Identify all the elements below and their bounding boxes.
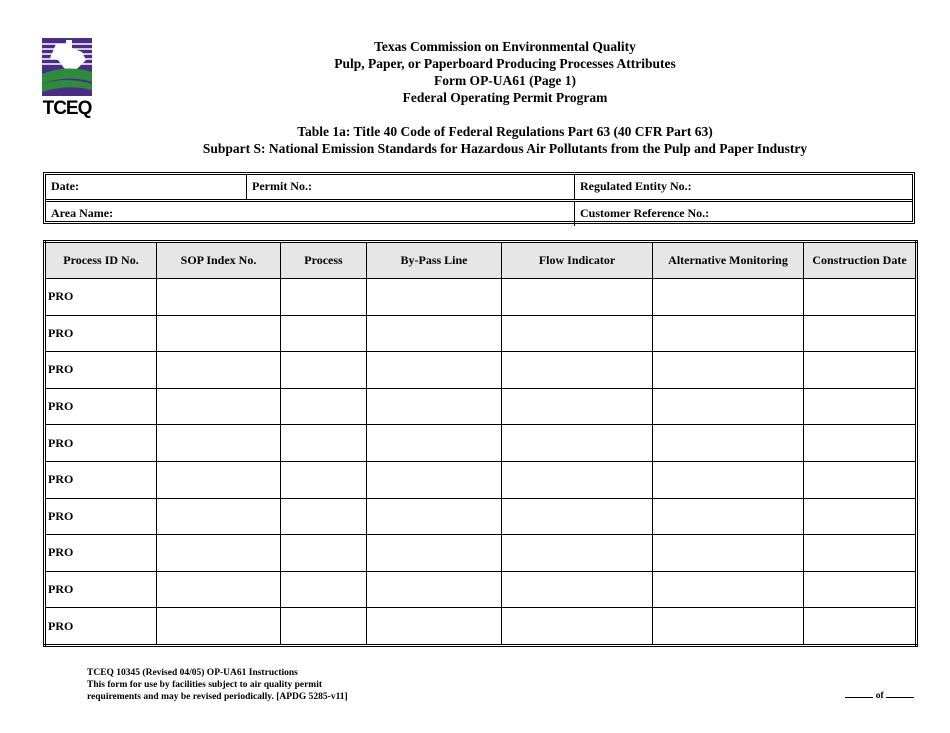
table-cell[interactable] bbox=[281, 498, 367, 535]
table-cell[interactable] bbox=[804, 535, 917, 572]
col-process-id: Process ID No. bbox=[45, 242, 157, 279]
table-cell[interactable] bbox=[367, 352, 502, 389]
footer-line-2: This form for use by facilities subject to air quality permit bbox=[87, 680, 323, 690]
table-cell[interactable] bbox=[157, 608, 281, 646]
table-cell[interactable] bbox=[502, 608, 653, 646]
logo-text: TCEQ bbox=[42, 98, 92, 119]
table-cell[interactable] bbox=[804, 608, 917, 646]
footer-line-1: TCEQ 10345 (Revised 04/05) OP-UA61 Instructions bbox=[87, 668, 298, 678]
table-cell[interactable] bbox=[157, 279, 281, 316]
customer-reference-label: Customer Reference No.: bbox=[580, 206, 710, 220]
table-cell[interactable] bbox=[367, 608, 502, 646]
process-id-cell[interactable]: PRO bbox=[45, 461, 157, 498]
table-row bbox=[45, 388, 917, 425]
process-id-cell[interactable]: PRO bbox=[45, 608, 157, 646]
header-form-title: Pulp, Paper, or Paperboard Producing Processes Attributes bbox=[334, 56, 676, 71]
table-cell[interactable] bbox=[281, 388, 367, 425]
table-cell[interactable] bbox=[502, 535, 653, 572]
table-row bbox=[45, 535, 917, 572]
table-cell[interactable] bbox=[502, 352, 653, 389]
table-cell[interactable] bbox=[502, 279, 653, 316]
table-row bbox=[45, 315, 917, 352]
table-cell[interactable] bbox=[157, 425, 281, 462]
form-header bbox=[200, 38, 810, 106]
table-cell[interactable] bbox=[653, 315, 804, 352]
table-cell[interactable] bbox=[804, 425, 917, 462]
table-cell[interactable] bbox=[367, 425, 502, 462]
date-field[interactable] bbox=[46, 175, 246, 199]
page-total-blank[interactable] bbox=[886, 689, 914, 698]
table-row bbox=[45, 571, 917, 608]
col-construction-date: Construction Date bbox=[804, 242, 917, 279]
table-cell[interactable] bbox=[281, 571, 367, 608]
table-title-line1: Table 1a: Title 40 Code of Federal Regulations Part 63 (40 CFR Part 63) bbox=[297, 124, 713, 139]
table-cell[interactable] bbox=[281, 608, 367, 646]
process-id-cell[interactable]: PRO bbox=[45, 498, 157, 535]
table-cell[interactable] bbox=[804, 315, 917, 352]
table-cell[interactable] bbox=[804, 461, 917, 498]
table-cell[interactable] bbox=[281, 279, 367, 316]
table-cell[interactable] bbox=[157, 571, 281, 608]
table-cell[interactable] bbox=[502, 388, 653, 425]
permit-no-label: Permit No.: bbox=[252, 179, 312, 193]
footer-line-3: requirements and may be revised periodically. [APDG 5285-v11] bbox=[87, 692, 348, 702]
table-row bbox=[45, 498, 917, 535]
table-cell[interactable] bbox=[367, 535, 502, 572]
table-cell[interactable] bbox=[157, 388, 281, 425]
table-cell[interactable] bbox=[804, 279, 917, 316]
customer-reference-field[interactable] bbox=[574, 202, 912, 226]
table-cell[interactable] bbox=[281, 425, 367, 462]
table-cell[interactable] bbox=[281, 352, 367, 389]
process-id-cell[interactable]: PRO bbox=[45, 315, 157, 352]
area-name-field[interactable] bbox=[46, 202, 574, 226]
regulated-entity-field[interactable] bbox=[574, 175, 912, 199]
table-cell[interactable] bbox=[804, 571, 917, 608]
table-cell[interactable] bbox=[653, 352, 804, 389]
table-title bbox=[60, 123, 950, 157]
page-current-blank[interactable] bbox=[845, 689, 873, 698]
table-cell[interactable] bbox=[367, 388, 502, 425]
process-id-cell[interactable]: PRO bbox=[45, 571, 157, 608]
table-cell[interactable] bbox=[502, 315, 653, 352]
date-label: Date: bbox=[51, 179, 79, 193]
table-cell[interactable] bbox=[367, 279, 502, 316]
header-program: Federal Operating Permit Program bbox=[402, 90, 608, 105]
area-name-label: Area Name: bbox=[51, 206, 114, 220]
table-row bbox=[45, 279, 917, 316]
table-row bbox=[45, 608, 917, 646]
process-id-cell[interactable]: PRO bbox=[45, 535, 157, 572]
table-cell[interactable] bbox=[281, 461, 367, 498]
process-id-cell[interactable]: PRO bbox=[45, 352, 157, 389]
col-bypass-line: By-Pass Line bbox=[367, 242, 502, 279]
page-number bbox=[845, 689, 914, 701]
table-cell[interactable] bbox=[653, 498, 804, 535]
process-id-cell[interactable]: PRO bbox=[45, 279, 157, 316]
table-cell[interactable] bbox=[804, 388, 917, 425]
table-row bbox=[45, 461, 917, 498]
page-of-label: of bbox=[875, 691, 884, 701]
table-cell[interactable] bbox=[281, 315, 367, 352]
table-cell[interactable] bbox=[653, 571, 804, 608]
process-id-cell[interactable]: PRO bbox=[45, 425, 157, 462]
table-cell[interactable] bbox=[653, 535, 804, 572]
header-form-number: Form OP-UA61 (Page 1) bbox=[433, 73, 577, 88]
table-cell[interactable] bbox=[367, 315, 502, 352]
table-cell[interactable] bbox=[281, 535, 367, 572]
table-row bbox=[45, 352, 917, 389]
col-process: Process bbox=[281, 242, 367, 279]
table-cell[interactable] bbox=[367, 461, 502, 498]
col-flow-indicator: Flow Indicator bbox=[502, 242, 653, 279]
permit-no-field[interactable] bbox=[246, 175, 574, 199]
regulated-entity-label: Regulated Entity No.: bbox=[580, 179, 692, 193]
table-cell[interactable] bbox=[367, 498, 502, 535]
table-header-row bbox=[45, 242, 917, 279]
table-cell[interactable] bbox=[157, 498, 281, 535]
table-cell[interactable] bbox=[653, 461, 804, 498]
table-cell[interactable] bbox=[502, 425, 653, 462]
info-row-2 bbox=[46, 202, 912, 226]
col-sop-index: SOP Index No. bbox=[157, 242, 281, 279]
col-alternative-monitoring: Alternative Monitoring bbox=[653, 242, 804, 279]
table-cell[interactable] bbox=[157, 535, 281, 572]
table-cell[interactable] bbox=[367, 571, 502, 608]
header-agency: Texas Commission on Environmental Quality bbox=[374, 39, 636, 54]
table-cell[interactable] bbox=[653, 425, 804, 462]
table-cell[interactable] bbox=[804, 352, 917, 389]
table-cell[interactable] bbox=[804, 498, 917, 535]
info-row-1 bbox=[46, 175, 912, 202]
info-box bbox=[43, 172, 915, 224]
tceq-logo bbox=[42, 38, 92, 122]
table-body bbox=[45, 279, 917, 646]
footer bbox=[87, 667, 348, 703]
table-cell[interactable] bbox=[653, 608, 804, 646]
process-id-cell[interactable]: PRO bbox=[45, 388, 157, 425]
table-cell[interactable] bbox=[653, 279, 804, 316]
table-cell[interactable] bbox=[502, 571, 653, 608]
process-table bbox=[43, 240, 918, 647]
table-cell[interactable] bbox=[157, 352, 281, 389]
table-title-line2: Subpart S: National Emission Standards for Hazardous Air Pollutants from the Pulp and Paper Industry bbox=[202, 141, 808, 156]
table-cell[interactable] bbox=[653, 388, 804, 425]
table-cell[interactable] bbox=[157, 315, 281, 352]
table-cell[interactable] bbox=[157, 461, 281, 498]
table-cell[interactable] bbox=[502, 498, 653, 535]
table-cell[interactable] bbox=[502, 461, 653, 498]
table-row bbox=[45, 425, 917, 462]
